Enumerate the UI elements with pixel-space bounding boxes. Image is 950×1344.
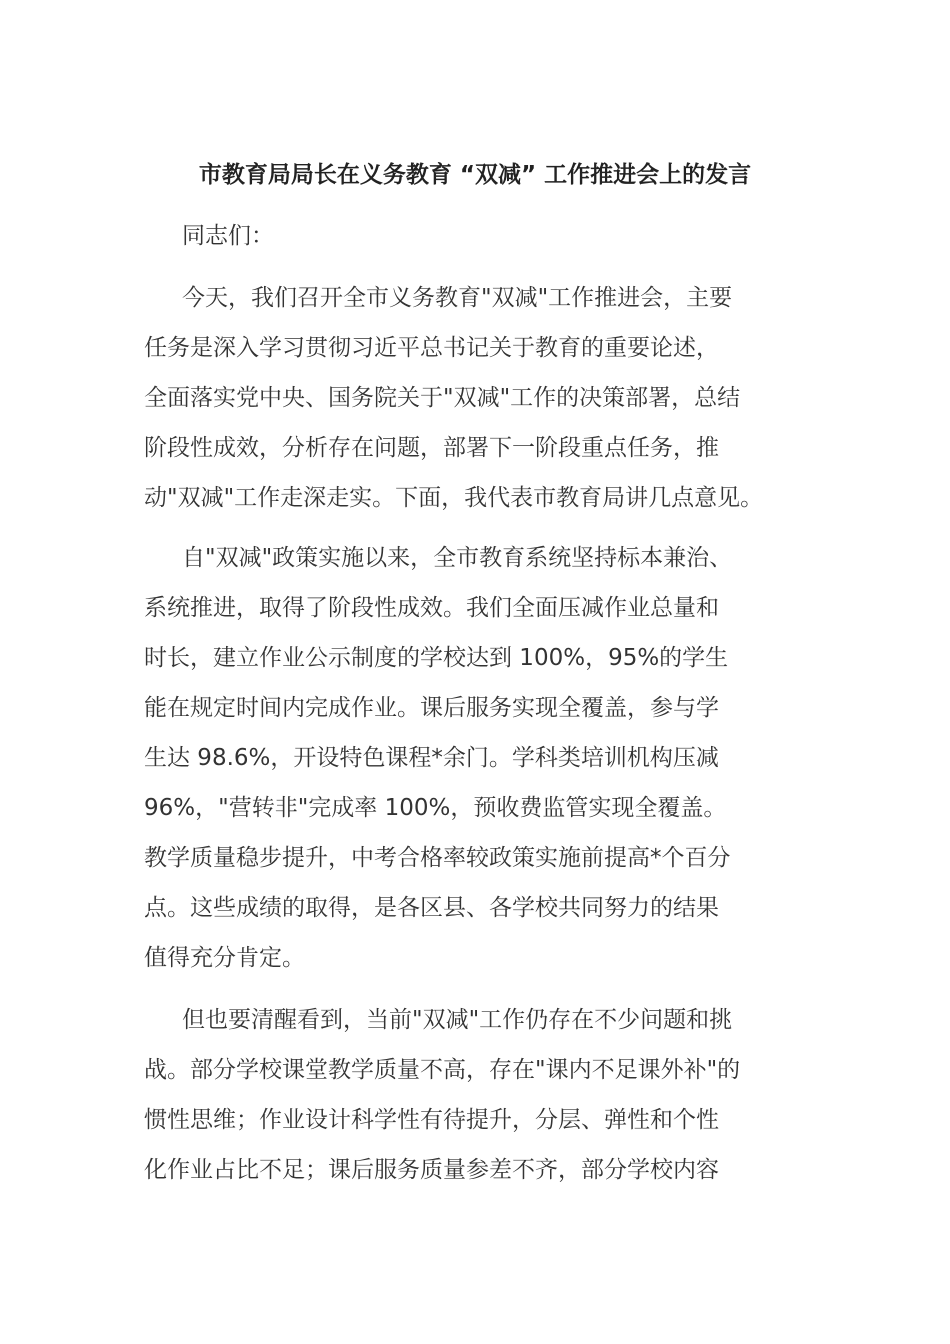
paragraph-1-line-5: 动"双减"工作走深走实。下面，我代表市教育局讲几点意见。 <box>144 485 764 511</box>
paragraph-2-line-9: 值得充分肯定。 <box>144 945 305 971</box>
paragraph-1-line-2: 任务是深入学习贯彻习近平总书记关于教育的重要论述， <box>144 335 719 361</box>
paragraph-3-line-1: 但也要清醒看到，当前"双减"工作仍存在不少问题和挑 <box>182 1007 733 1033</box>
paragraph-3-line-2: 战。部分学校课堂教学质量不高，存在"课内不足课外补"的 <box>144 1057 741 1083</box>
paragraph-1-line-4: 阶段性成效，分析存在问题，部署下一阶段重点任务，推 <box>144 435 719 461</box>
paragraph-2-line-5: 生达 98.6%，开设特色课程*余门。学科类培训机构压减 <box>144 745 719 771</box>
paragraph-2-line-2: 系统推进，取得了阶段性成效。我们全面压减作业总量和 <box>144 595 719 621</box>
paragraph-2-line-4: 能在规定时间内完成作业。课后服务实现全覆盖，参与学 <box>144 695 719 721</box>
paragraph-3-line-3: 惯性思维；作业设计科学性有待提升，分层、弹性和个性 <box>144 1107 719 1133</box>
salutation: 同志们： <box>182 223 274 249</box>
paragraph-3-line-4: 化作业占比不足；课后服务质量参差不齐，部分学校内容 <box>144 1157 719 1183</box>
paragraph-1-line-3: 全面落实党中央、国务院关于"双减"工作的决策部署，总结 <box>144 385 741 411</box>
paragraph-1-line-1: 今天，我们召开全市义务教育"双减"工作推进会，主要 <box>182 285 733 311</box>
paragraph-2-line-7: 教学质量稳步提升，中考合格率较政策实施前提高*个百分 <box>144 845 731 871</box>
paragraph-2-line-1: 自"双减"政策实施以来，全市教育系统坚持标本兼治、 <box>182 545 733 571</box>
document-title: 市教育局局长在义务教育 “双减” 工作推进会上的发言 <box>198 162 752 188</box>
paragraph-2-line-6: 96%，"营转非"完成率 100%，预收费监管实现全覆盖。 <box>144 795 727 821</box>
paragraph-2-line-3: 时长，建立作业公示制度的学校达到 100%，95%的学生 <box>144 645 729 671</box>
paragraph-2-line-8: 点。这些成绩的取得，是各区县、各学校共同努力的结果 <box>144 895 719 921</box>
